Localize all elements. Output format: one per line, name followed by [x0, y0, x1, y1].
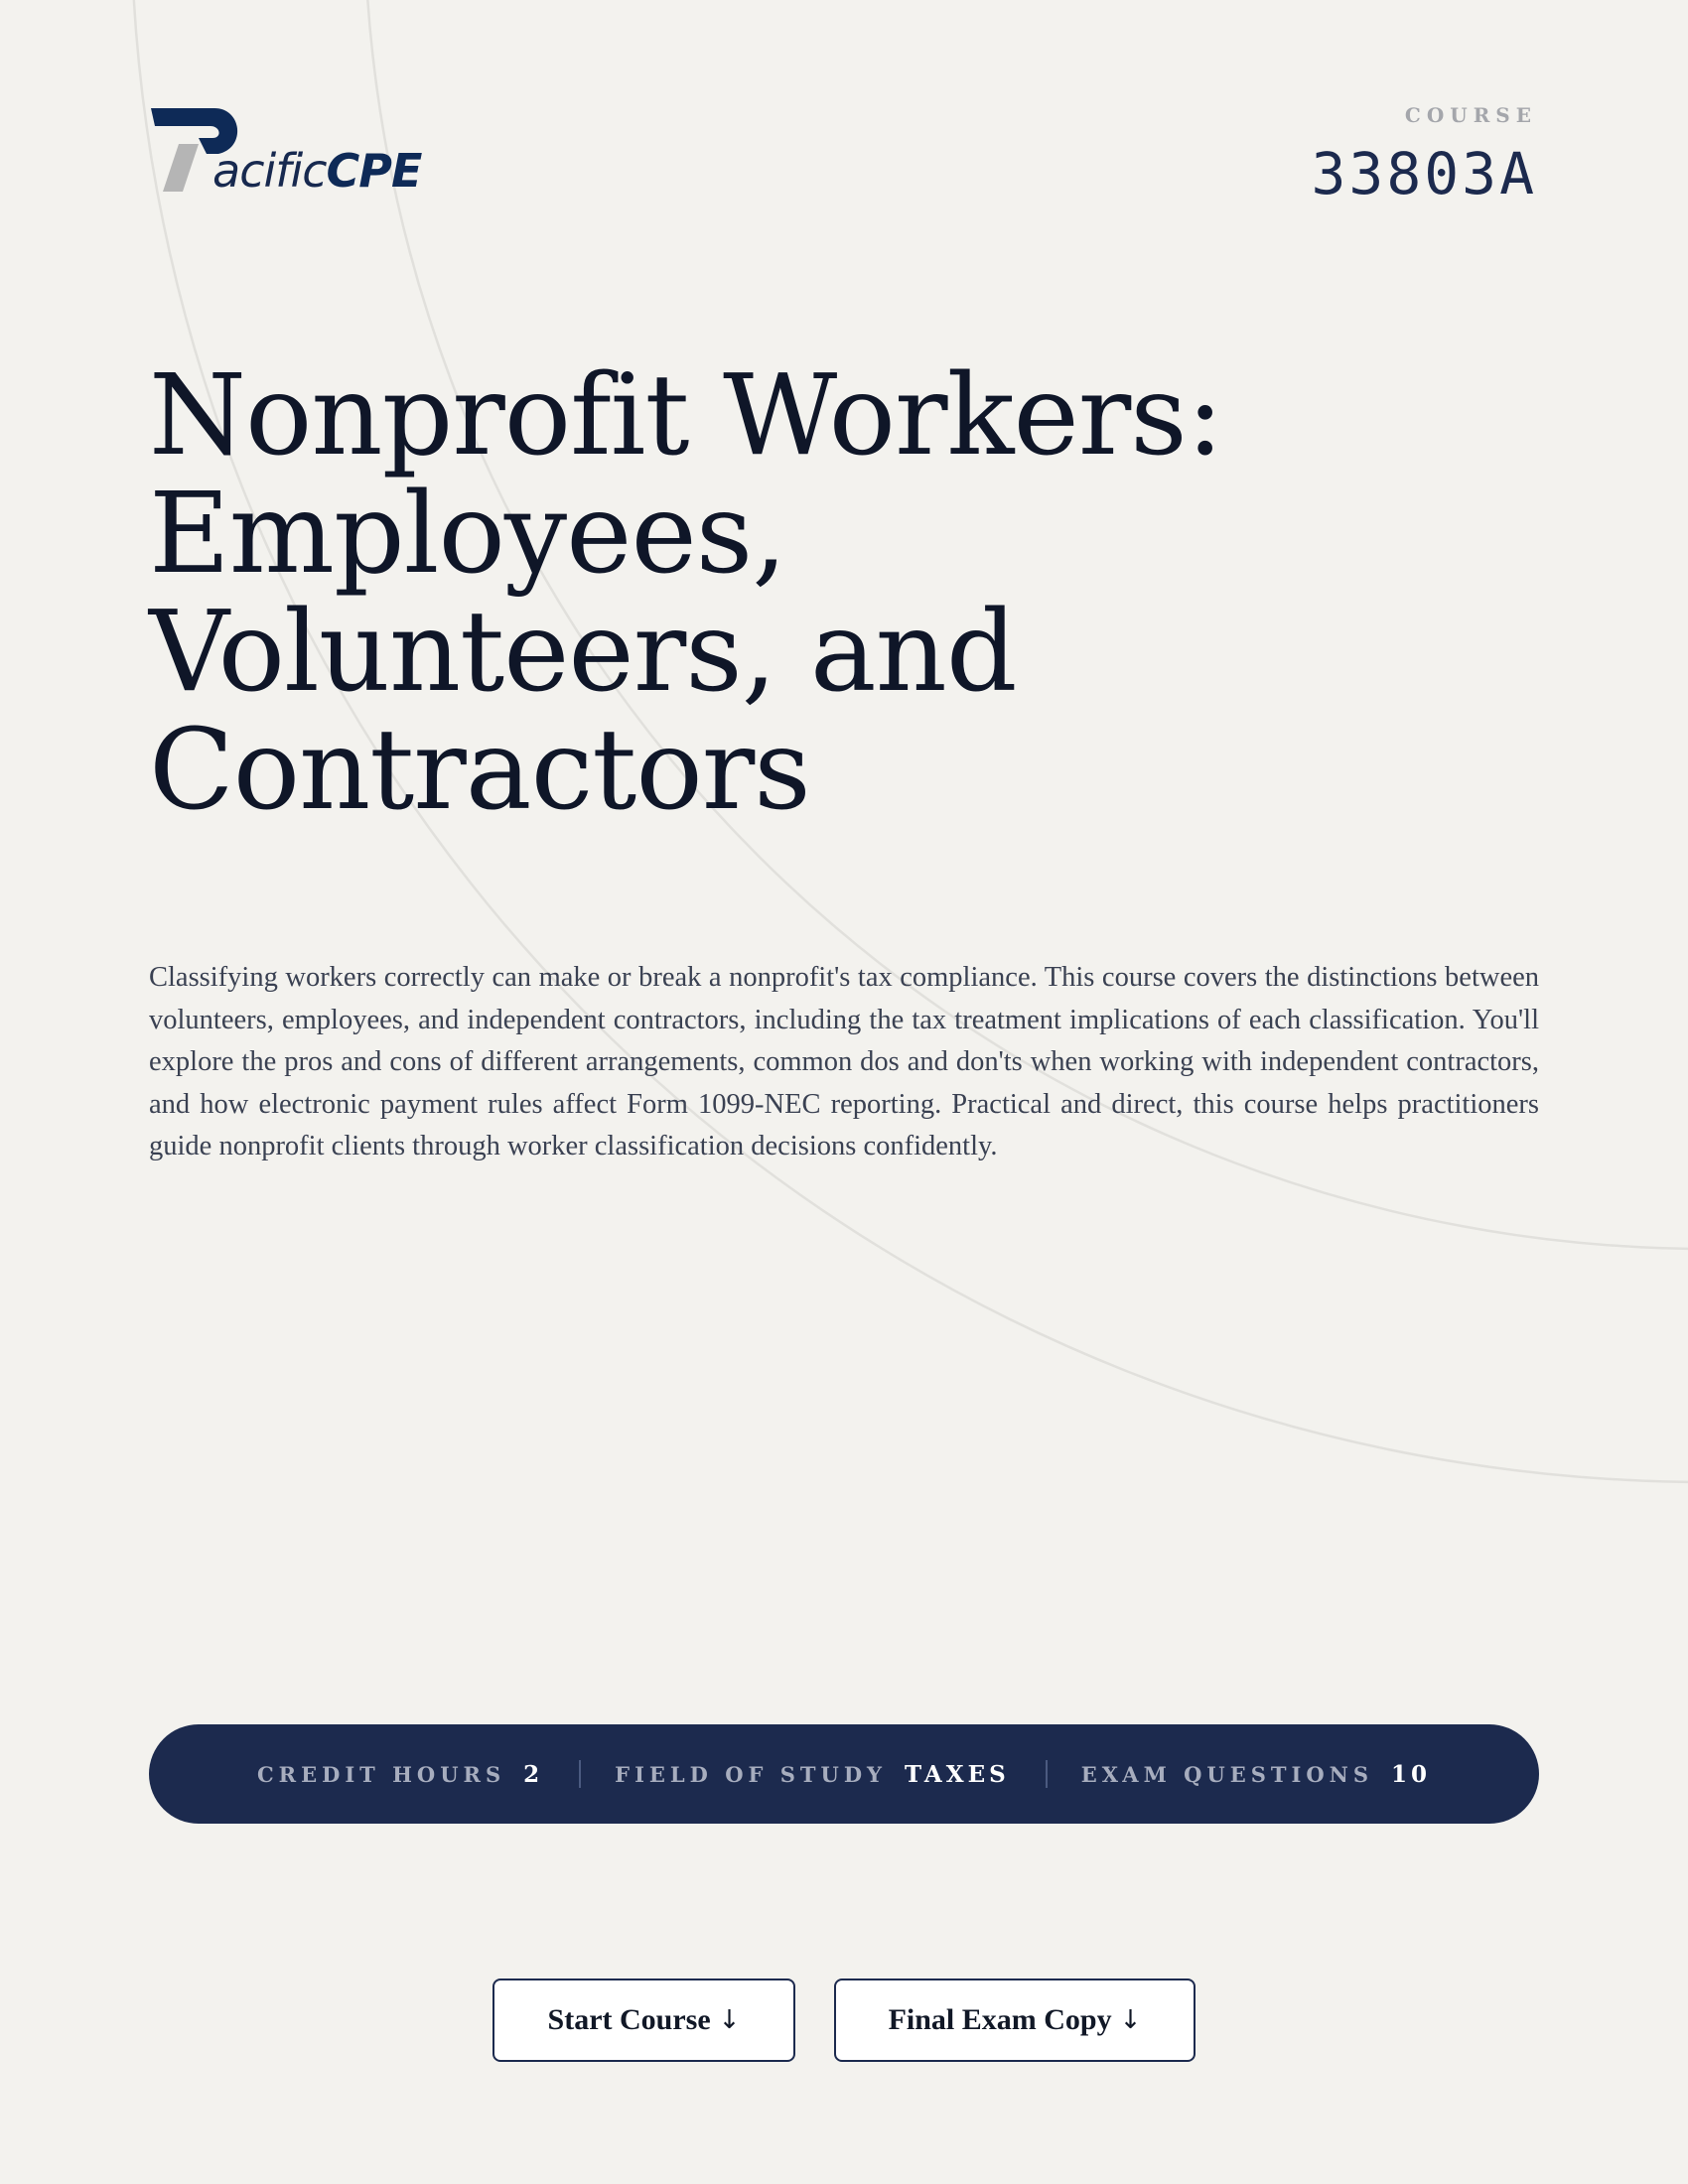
stat-label: EXAM QUESTIONS [1080, 1761, 1374, 1787]
stat-value: TAXES [905, 1760, 1010, 1788]
stat-divider [579, 1760, 581, 1788]
stat-value: 10 [1391, 1760, 1432, 1788]
final-exam-copy-button[interactable] [834, 1979, 1196, 2062]
stat-label: FIELD OF STUDY [615, 1761, 888, 1787]
course-label: COURSE [1404, 103, 1537, 127]
logo-text-accent: CPE [326, 144, 422, 198]
stat-divider [1046, 1760, 1048, 1788]
logo-text-main: acific [212, 144, 327, 198]
start-course-button[interactable] [492, 1979, 795, 2062]
stat-field-of-study [615, 1761, 1010, 1788]
course-description: Classifying workers correctly can make or break a nonprofit's tax compliance. This course covers the distinctions between volunteers, employees, and independent contractors, including the tax treatment implications of each classification. You'll explore the pros and cons of different arrangements, common dos and don'ts when working with independent contractors, and how electronic payment rules affect Form 1099-NEC reporting. Practical and direct, this course helps practitioners guide nonprofit clients through worker classification decisions confidently. [149, 962, 1539, 1161]
course-stats-bar [149, 1724, 1539, 1824]
stat-credit-hours [257, 1761, 543, 1788]
stat-value: 2 [523, 1760, 544, 1788]
start-course-label: Start Course [547, 2003, 711, 2036]
arrow-down-icon: ↓ [1119, 2005, 1142, 2035]
pacific-cpe-logo [149, 104, 422, 204]
final-exam-copy-label: Final Exam Copy [888, 2003, 1112, 2036]
page-title: Nonprofit Workers: Employees, Volunteers, and Contractors [149, 351, 1223, 835]
course-number: 33803A [1311, 140, 1537, 207]
stat-label: CREDIT HOURS [256, 1761, 506, 1787]
logo-wordmark [212, 144, 422, 198]
arrow-down-icon: ↓ [718, 2005, 741, 2035]
stat-exam-questions [1081, 1761, 1431, 1788]
